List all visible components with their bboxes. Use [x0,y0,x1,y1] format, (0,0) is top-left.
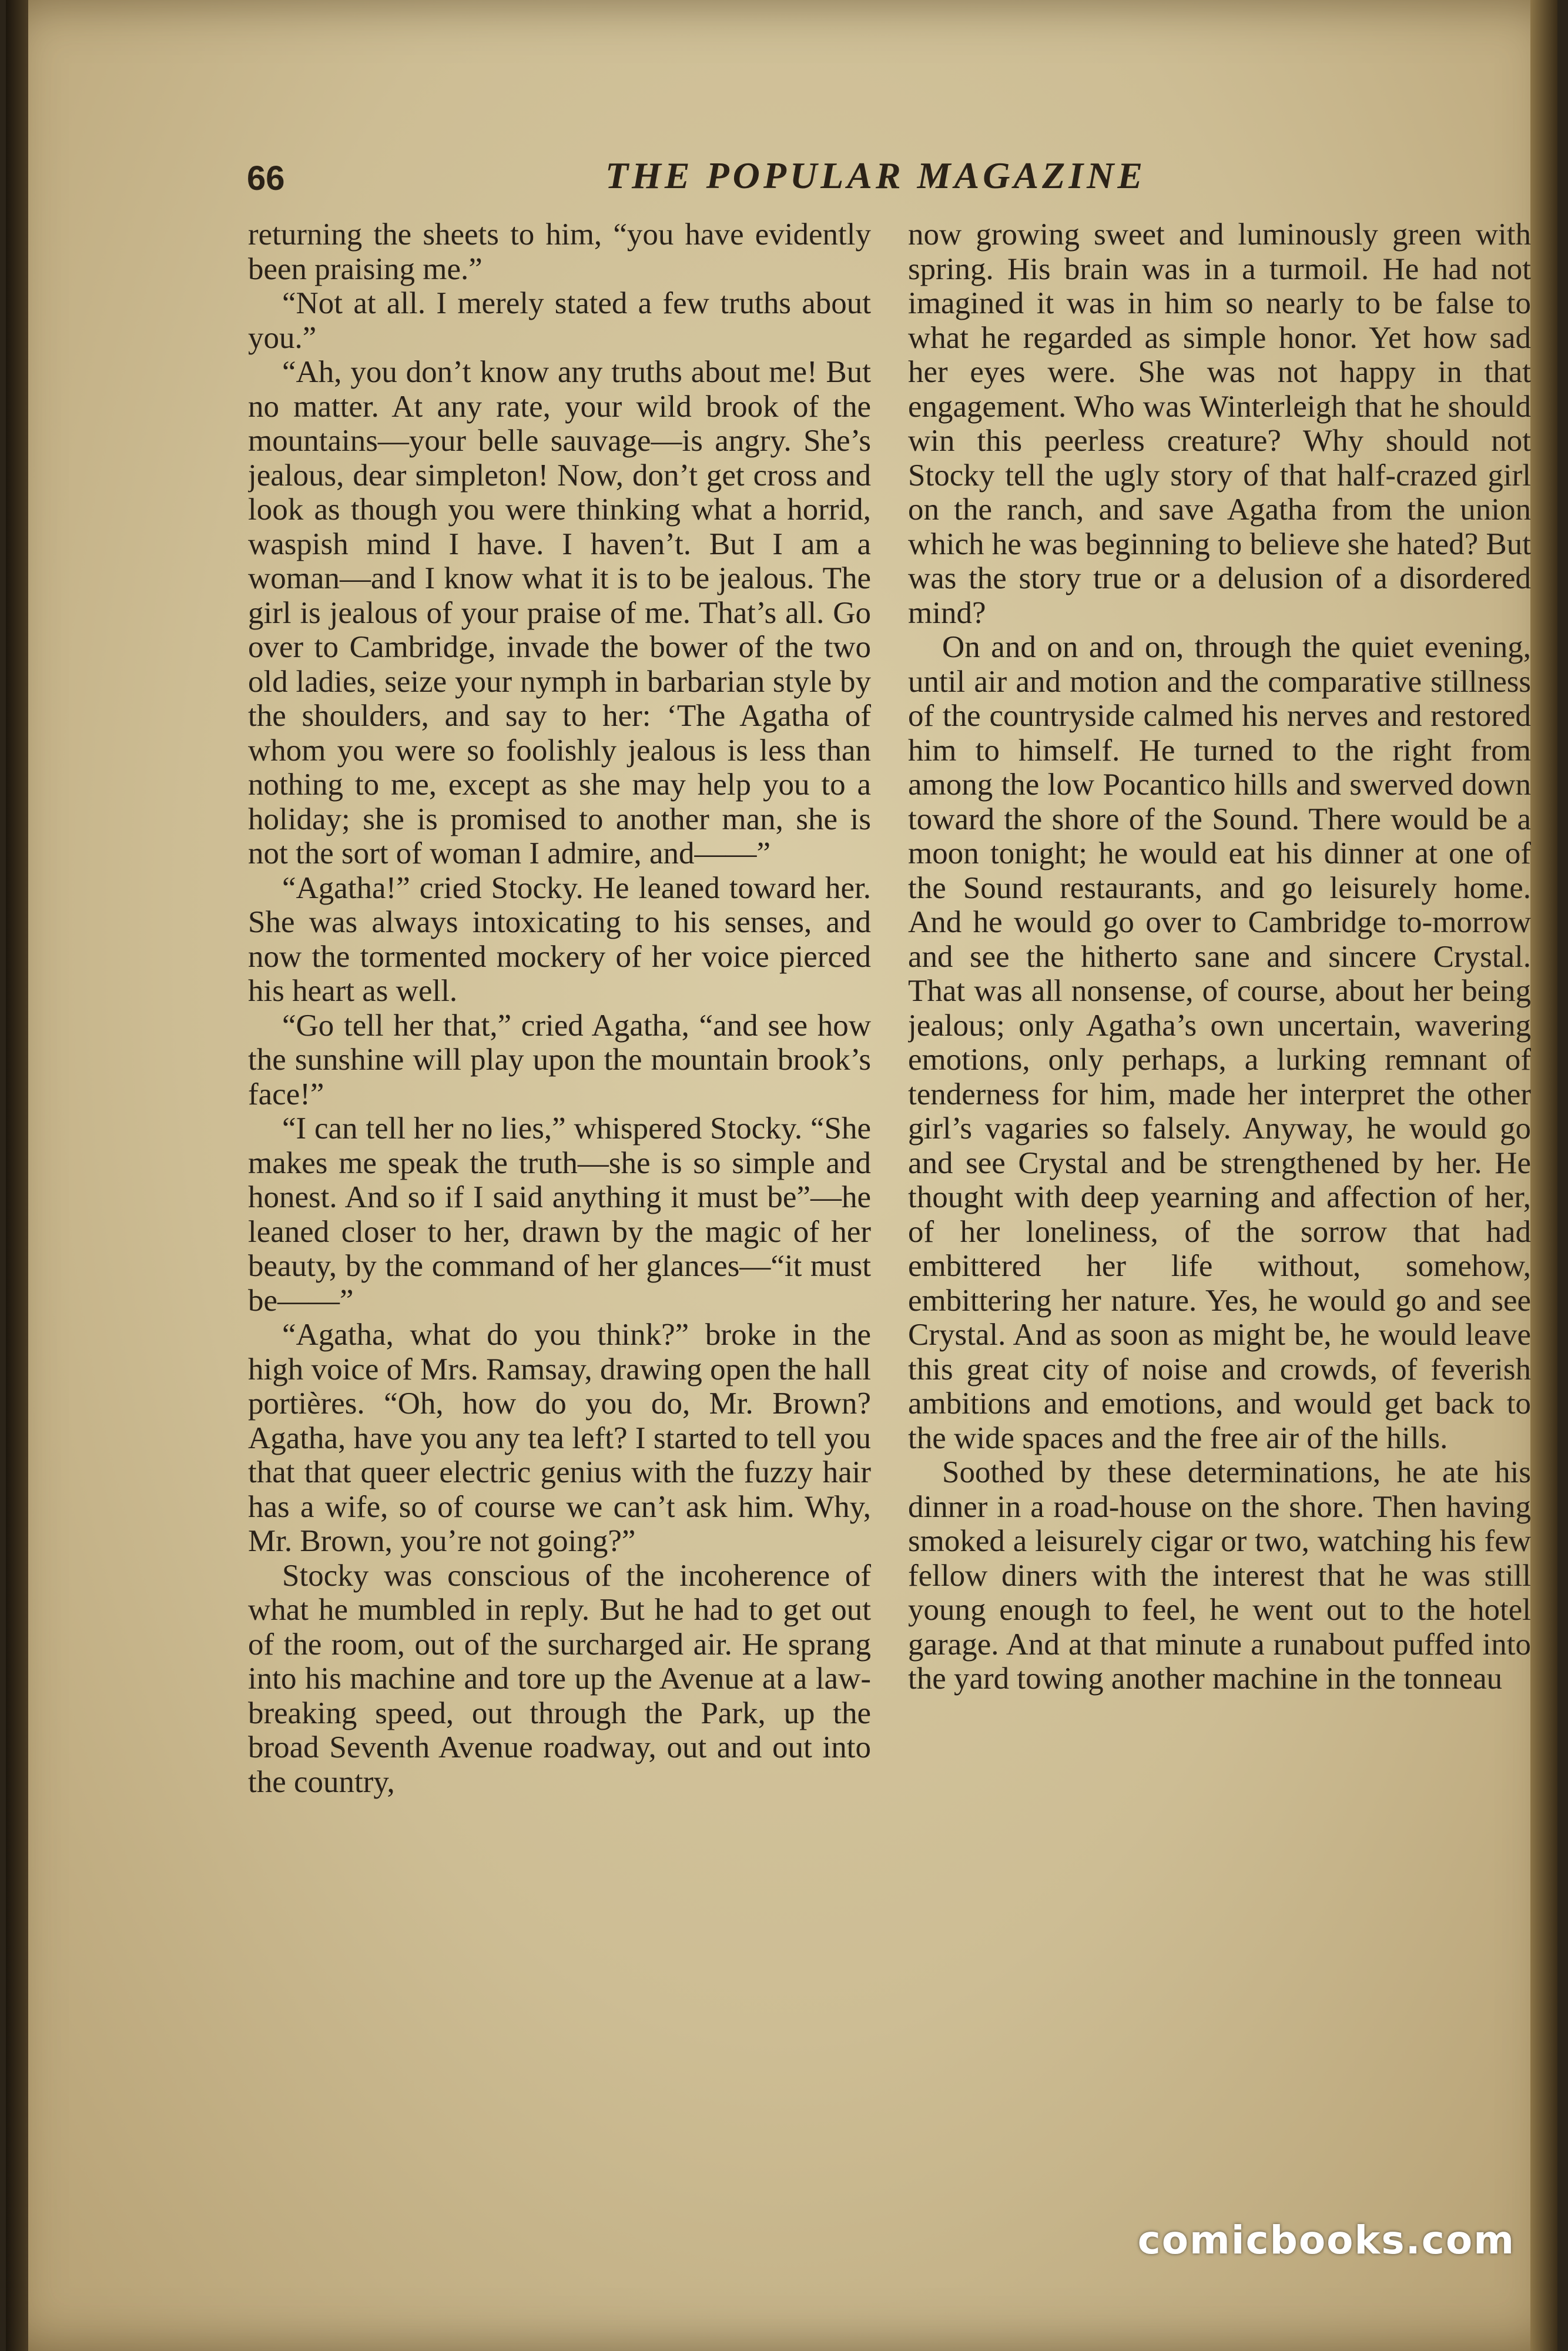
paragraph: returning the sheets to him, “you have evidently been praising me.” [248,217,871,286]
paragraph: “I can tell her no lies,” whispered Stocky. “She makes me speak the truth—she is so simple and honest. And so if I said anything it must be”—he leaned closer to her, drawn by the magic of her beauty, by the command of her glances—“it must be——” [248,1111,871,1318]
paragraph: “Agatha!” cried Stocky. He leaned toward her. She was always intoxicating to his senses, and now the tormented mockery of her voice pierced his heart as well. [248,870,871,1008]
left-text-column [248,217,871,2134]
page-spine-shadow [6,0,28,2351]
paragraph: “Go tell her that,” cried Agatha, “and see how the sunshine will play upon the mountain brook’s face!” [248,1008,871,1111]
page-header [247,154,1469,207]
running-title: THE POPULAR MAGAZINE [605,155,1147,196]
page-edge-shadow [1530,0,1557,2351]
paragraph: Soothed by these determinations, he ate his dinner in a road-house on the shore. Then having smoked a leisurely cigar or two, watching his few fellow diners with the interest that he was still young enough to feel, he went out to the hotel garage. And at that minute a runabout puffed into the yard towing another machine in the tonneau [908,1455,1531,1696]
page-number: 66 [247,159,285,197]
paragraph: Stocky was conscious of the incoherence of what he mumbled in reply. But he had to get out of the room, out of the surcharged air. He sprang into his machine and tore up the Avenue at a law-breaking speed, out through the Park, up the broad Seventh Avenue roadway, out and out into the country, [248,1558,871,1799]
paragraph: now growing sweet and luminously green with spring. His brain was in a turmoil. He had not imagined it was in him so nearly to be false to what he regarded as simple honor. Yet how sad her eyes were. She was not happy in that engagement. Who was Winterleigh that he should win this peerless creature? Why should not Stocky tell the ugly story of that half-crazed girl on the ranch, and save Agatha from the union which he was beginning to believe she hated? But was the story true or a delusion of a disordered mind? [908,217,1531,630]
paragraph: On and on and on, through the quiet evening, until air and motion and the comparative stillness of the countryside calmed his nerves and restored him to himself. He turned to the right from among the low Pocantico hills and swerved down toward the shore of the Sound. There would be a moon tonight; he would eat his dinner at one of the Sound restaurants, and go leisurely home. And he would go over to Cambridge to-morrow and see the hitherto sane and sincere Crystal. That was all nonsense, of course, about her being jealous; only Agatha’s own uncertain, wavering emotions, only perhaps, a lurking remnant of tenderness for him, made her interpret the other girl’s vagaries so falsely. Anyway, he would go and see Crystal and be strengthened by her. He thought with deep yearning and affection of her, of her loneliness, of the sorrow that had embittered her life without, somehow, embittering her nature. Yes, he would go and see Crystal. And as soon as might be, he would leave this great city of noise and crowds, of feverish ambitions and emotions, and would get back to the wide spaces and the free air of the hills. [908,630,1531,1455]
magazine-page [6,0,1557,2351]
paragraph: “Not at all. I merely stated a few truths about you.” [248,286,871,355]
site-watermark: comicbooks.com [1137,2218,1515,2263]
paragraph: “Agatha, what do you think?” broke in the high voice of Mrs. Ramsay, drawing open the hall portières. “Oh, how do you do, Mr. Brown? Agatha, have you any tea left? I started to tell you that that queer electric genius with the fuzzy hair has a wife, so of course we can’t ask him. Why, Mr. Brown, you’re not going?” [248,1318,871,1558]
paragraph: “Ah, you don’t know any truths about me! But no matter. At any rate, your wild brook of the mountains—your belle sauvage—is angry. She’s jealous, dear simpleton! Now, don’t get cross and look as though you were thinking what a horrid, waspish mind I have. I haven’t. But I am a woman—and I know what it is to be jealous. The girl is jealous of your praise of me. That’s all. Go over to Cambridge, invade the bower of the two old ladies, seize your nymph in barbarian style by the shoulders, and say to her: ‘The Agatha of whom you were so foolishly jealous is less than nothing to me, except as she may help you to a holiday; she is promised to another man, she is not the sort of woman I admire, and——” [248,355,871,870]
right-text-column [908,217,1531,2134]
